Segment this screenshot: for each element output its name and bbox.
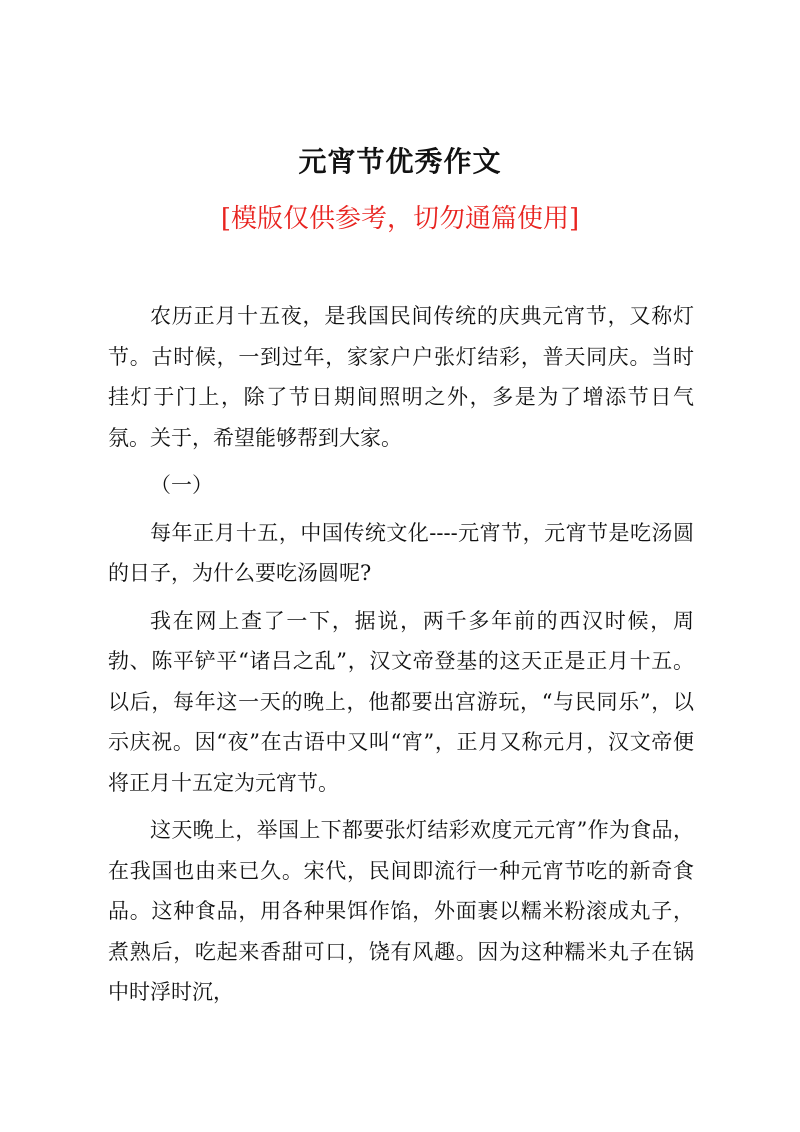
paragraph: 这天晚上，举国上下都要张灯结彩欢度元元宵”作为食品，在我国也由来已久。宋代，民间即流行一种元宵节吃的新奇食品。这种食品，用各种果饵作馅，外面裹以糯米粉滚成丸子，煮熟后，吃起来香甜可口，饶有风趣。因为这种糯米丸子在锅中时浮时沉， (108, 818, 694, 1004)
section-heading: （一） (150, 473, 213, 497)
paragraph-intro: 农历正月十五夜，是我国民间传统的庆典元宵节，又称灯节。古时候，一到过年，家家户户张灯结彩，普天同庆。当时挂灯于门上，除了节日期间照明之外，多是为了增添节日气氛。关于，希望能够帮到大家。 (108, 304, 694, 450)
article-body (108, 296, 694, 1020)
page-title: 元宵节优秀作文 (298, 145, 502, 178)
paragraph: 每年正月十五，中国传统文化----元宵节，元宵节是吃汤圆的日子，为什么要吃汤圆呢? (108, 520, 694, 585)
paragraph: 我在网上查了一下，据说，两千多年前的西汉时候，周勃、陈平铲平“诸吕之乱”，汉文帝登基的这天正是正月十五。以后，每年这一天的晚上，他都要出宫游玩，“与民同乐”，以示庆祝。因“夜”在古语中又叫“宵”，正月又称元月，汉文帝便将正月十五定为元宵节。 (108, 608, 694, 795)
template-notice: [模版仅供参考，切勿通篇使用] (220, 204, 580, 234)
